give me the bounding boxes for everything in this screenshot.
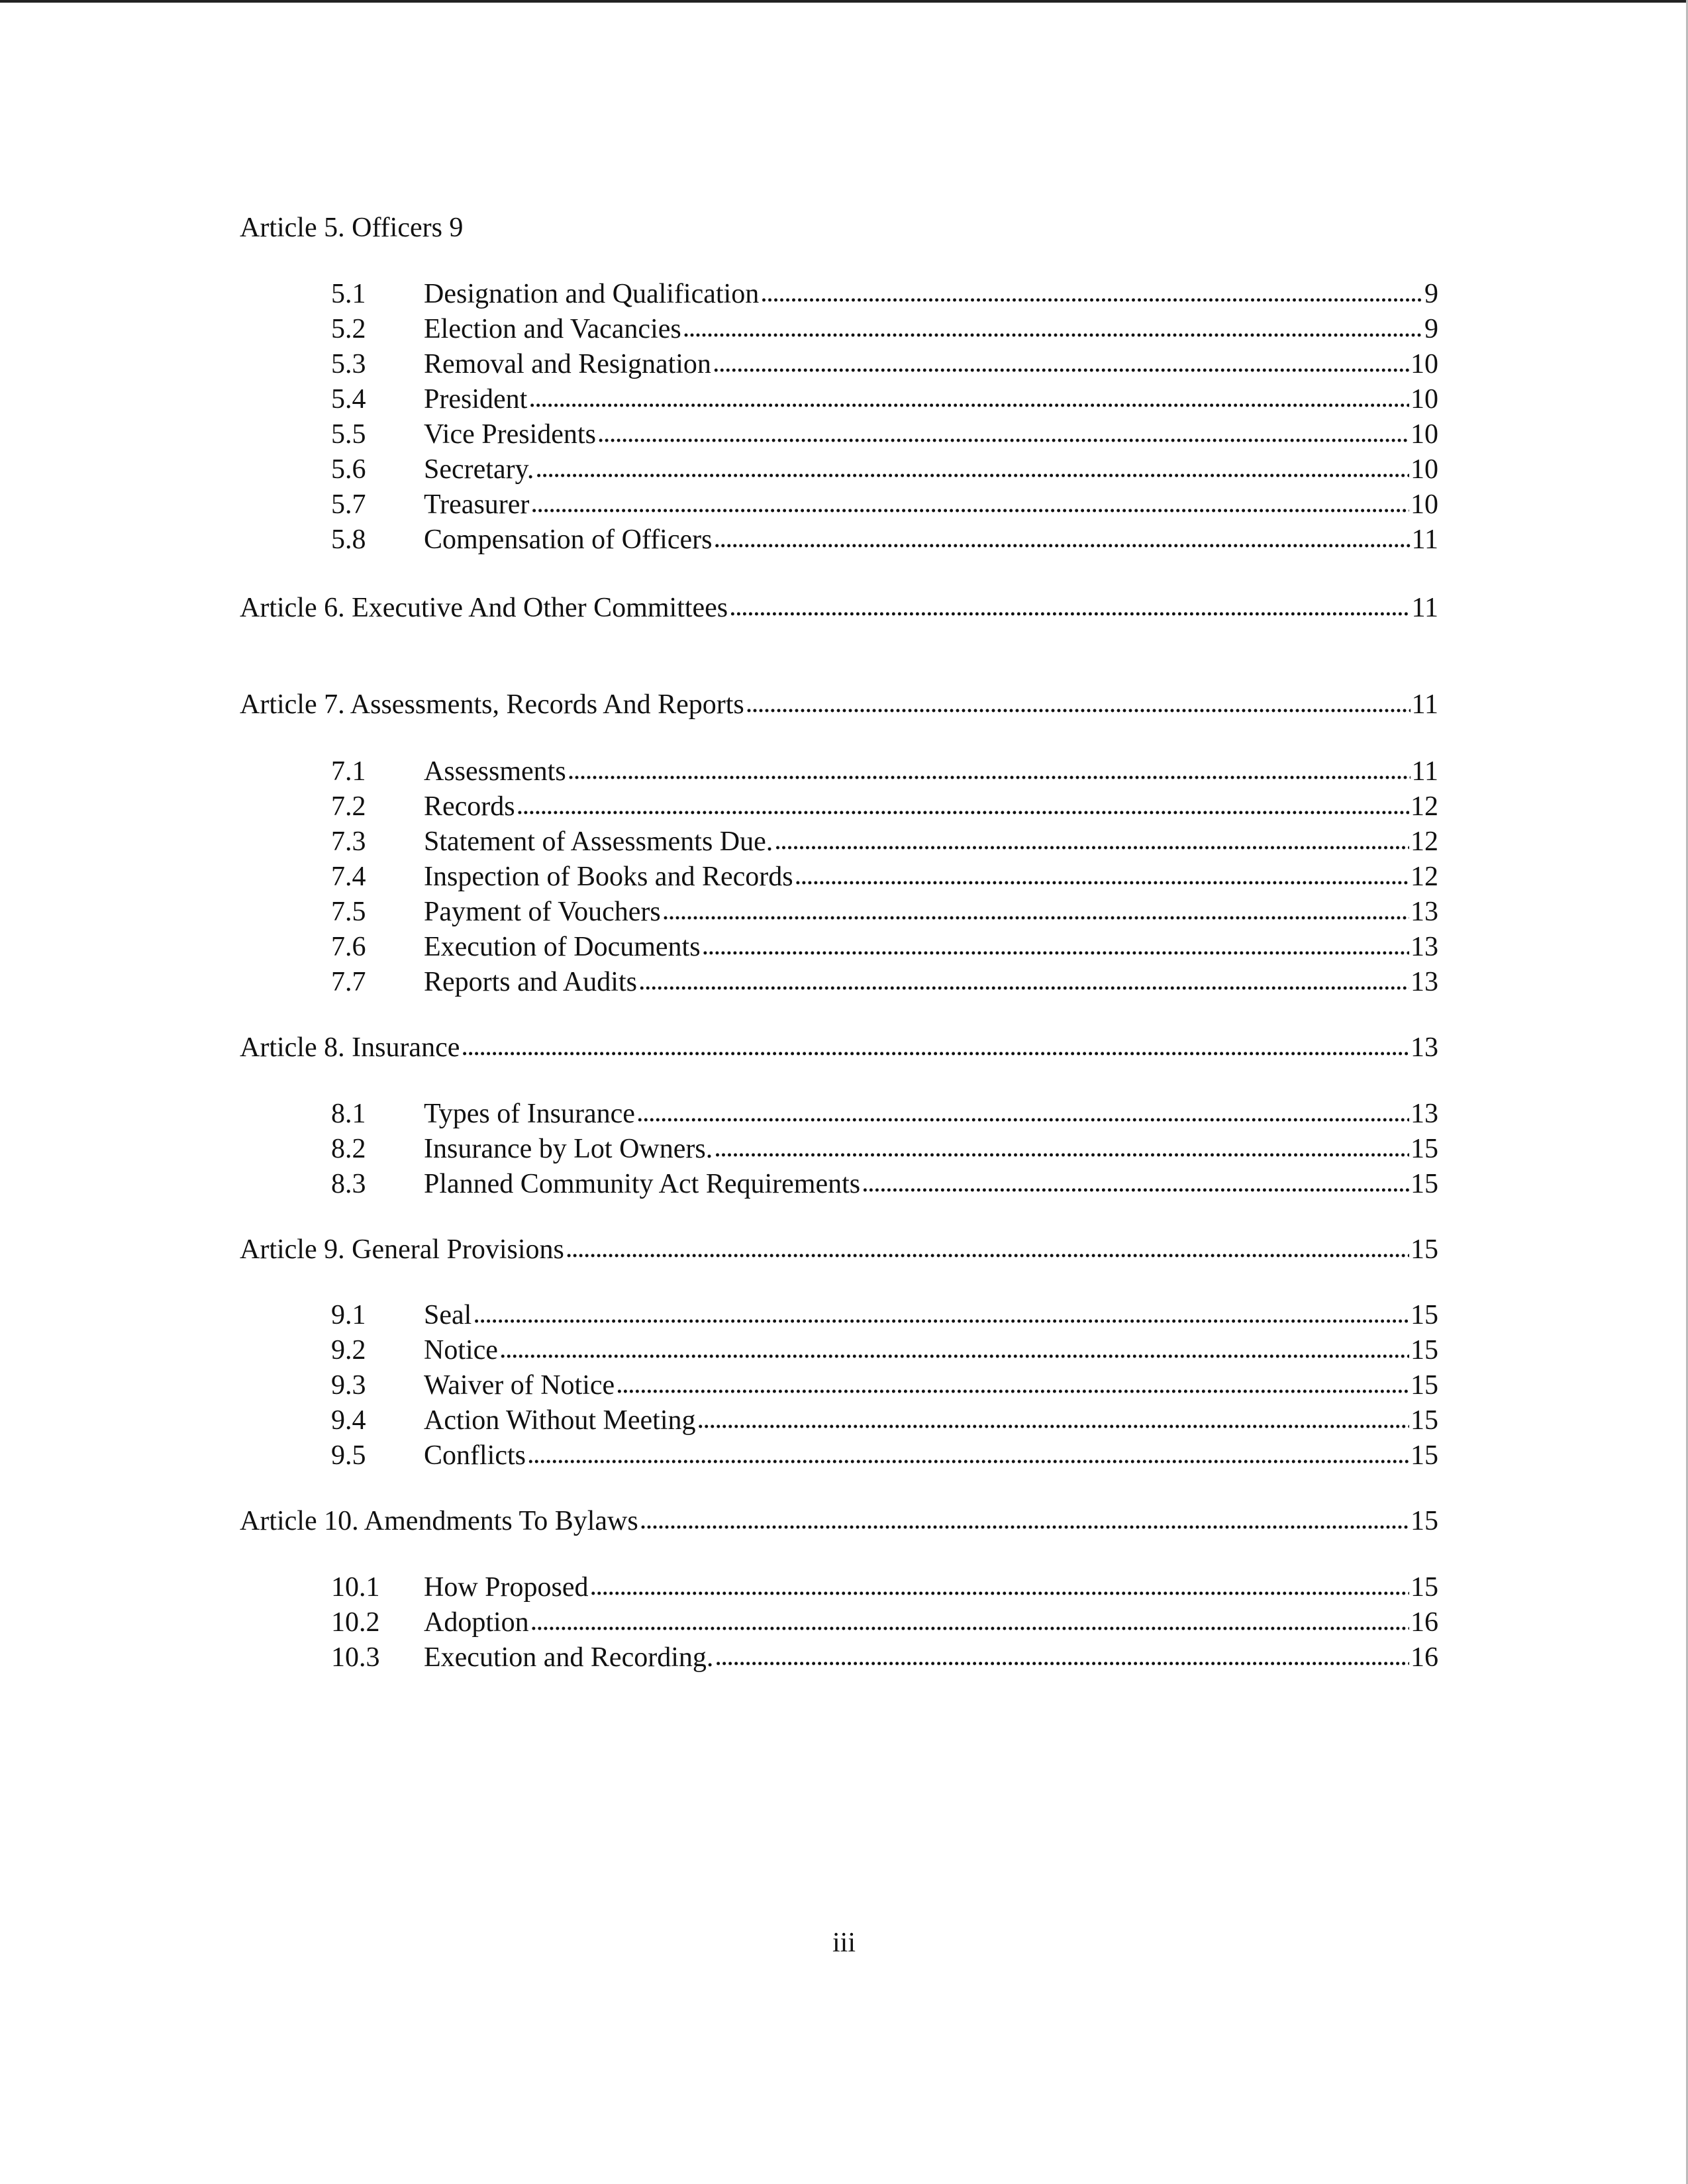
toc-article-title: Article 5. Officers 9 [240, 213, 464, 243]
toc-section-number: 5.7 [331, 489, 366, 520]
toc-page-number: 15 [1411, 1300, 1438, 1330]
toc-dot-leader [473, 1297, 1409, 1331]
toc-dot-leader [597, 416, 1409, 450]
toc-section-title: Types of Insurance [424, 1099, 635, 1129]
toc-section-title: Waiver of Notice [424, 1370, 615, 1401]
toc-page-number: 15 [1411, 1440, 1438, 1471]
toc-dot-leader [499, 1332, 1409, 1366]
toc-section-5-3 [331, 347, 1438, 381]
toc-page-number: 15 [1411, 1169, 1438, 1199]
toc-section-number: 7.7 [331, 967, 366, 997]
toc-section-7-2 [331, 789, 1438, 824]
toc-section-number: 5.5 [331, 419, 366, 450]
toc-dot-leader [713, 521, 1410, 556]
toc-section-title: Execution of Documents [424, 932, 701, 962]
page-number: iii [832, 1928, 856, 1958]
toc-dot-leader [683, 311, 1423, 345]
toc-section-number: 8.3 [331, 1169, 366, 1199]
toc-page-number: 10 [1411, 419, 1438, 450]
toc-section-number: 10.1 [331, 1572, 380, 1603]
toc-section-7-6 [331, 930, 1438, 964]
toc-page-number: 9 [1424, 314, 1438, 344]
toc-section-5-1 [331, 277, 1438, 311]
toc-article-7 [240, 687, 1438, 722]
toc-section-title: Election and Vacancies [424, 314, 681, 344]
toc-article-title: Article 7. Assessments, Records And Reports [240, 689, 744, 720]
toc-section-number: 5.2 [331, 314, 366, 344]
toc-dot-leader [530, 486, 1409, 521]
toc-dot-leader [795, 858, 1409, 893]
toc-page-number: 13 [1411, 1099, 1438, 1129]
toc-page-number: 15 [1411, 1370, 1438, 1401]
toc-section-7-4 [331, 860, 1438, 894]
toc-article-5 [240, 211, 1438, 245]
toc-dot-leader [568, 753, 1411, 787]
toc-section-5-2 [331, 312, 1438, 346]
toc-section-10-3 [331, 1640, 1438, 1675]
toc-section-9-4 [331, 1403, 1438, 1438]
toc-section-title: Removal and Resignation [424, 349, 711, 379]
toc-section-8-3 [331, 1167, 1438, 1201]
toc-section-number: 5.8 [331, 524, 366, 555]
toc-page-number: 10 [1411, 349, 1438, 379]
toc-dot-leader [640, 1503, 1409, 1537]
toc-article-10 [240, 1504, 1438, 1538]
toc-section-5-4 [331, 382, 1438, 417]
toc-section-title: Records [424, 791, 515, 822]
toc-section-8-2 [331, 1132, 1438, 1166]
toc-section-number: 5.1 [331, 279, 366, 309]
toc-dot-leader [760, 275, 1423, 310]
toc-section-title: How Proposed [424, 1572, 589, 1603]
toc-section-number: 5.3 [331, 349, 366, 379]
toc-section-7-3 [331, 824, 1438, 859]
toc-section-title: Reports and Audits [424, 967, 637, 997]
toc-page-number: 11 [1411, 593, 1438, 623]
toc-dot-leader [566, 1231, 1409, 1266]
toc-section-7-1 [331, 754, 1438, 789]
toc-section-title: Action Without Meeting [424, 1405, 696, 1436]
toc-page-number: 12 [1411, 862, 1438, 892]
toc-section-number: 7.3 [331, 826, 366, 857]
toc-article-8 [240, 1030, 1438, 1065]
toc-page-number: 12 [1411, 791, 1438, 822]
toc-section-9-3 [331, 1368, 1438, 1403]
toc-dot-leader [729, 589, 1410, 624]
toc-dot-leader [662, 893, 1409, 928]
toc-dot-leader [517, 788, 1409, 822]
toc-section-title: Payment of Vouchers [424, 897, 661, 927]
toc-page-number: 12 [1411, 826, 1438, 857]
toc-dot-leader [461, 1029, 1409, 1064]
toc-article-title: Article 9. General Provisions [240, 1234, 564, 1265]
toc-section-title: Adoption [424, 1607, 529, 1638]
toc-page-number: 16 [1411, 1642, 1438, 1673]
toc-dot-leader [713, 346, 1409, 380]
toc-page-number: 16 [1411, 1607, 1438, 1638]
toc-article-title: Article 8. Insurance [240, 1032, 460, 1063]
toc-section-5-6 [331, 452, 1438, 487]
toc-dot-leader [702, 928, 1409, 963]
toc-page-number: 15 [1411, 1234, 1438, 1265]
toc-section-title: Conflicts [424, 1440, 526, 1471]
toc-article-title: Article 6. Executive And Other Committees [240, 593, 728, 623]
toc-section-title: Secretary. [424, 454, 534, 485]
toc-section-number: 7.5 [331, 897, 366, 927]
toc-page-number: 10 [1411, 384, 1438, 415]
toc-section-number: 7.6 [331, 932, 366, 962]
toc-page-number: 11 [1411, 689, 1438, 720]
toc-section-title: Designation and Qualification [424, 279, 760, 309]
toc-section-number: 9.5 [331, 1440, 366, 1471]
toc-page-number: 11 [1411, 524, 1438, 555]
toc-page-number: 13 [1411, 897, 1438, 927]
toc-section-number: 9.4 [331, 1405, 366, 1436]
toc-section-number: 7.1 [331, 756, 366, 787]
toc-section-title: Statement of Assessments Due. [424, 826, 773, 857]
toc-section-8-1 [331, 1097, 1438, 1131]
toc-section-title: Treasurer [424, 489, 530, 520]
toc-page-number: 10 [1411, 489, 1438, 520]
toc-article-9 [240, 1232, 1438, 1267]
toc-dot-leader [714, 1130, 1409, 1165]
toc-section-title: Compensation of Officers [424, 524, 713, 555]
toc-dot-leader [697, 1402, 1409, 1436]
toc-section-number: 8.2 [331, 1134, 366, 1164]
toc-dot-leader [590, 1569, 1410, 1603]
toc-section-9-1 [331, 1298, 1438, 1332]
toc-page-number: 15 [1411, 1335, 1438, 1365]
toc-section-title: Assessments [424, 756, 566, 787]
toc-article-title: Article 10. Amendments To Bylaws [240, 1506, 638, 1536]
toc-section-5-7 [331, 487, 1438, 522]
toc-dot-leader [862, 1166, 1409, 1200]
toc-section-10-2 [331, 1605, 1438, 1640]
toc-dot-leader [638, 964, 1409, 998]
toc-page-number: 9 [1424, 279, 1438, 309]
toc-section-10-1 [331, 1570, 1438, 1605]
toc-section-title: Inspection of Books and Records [424, 862, 793, 892]
toc-dot-leader [746, 686, 1411, 720]
toc-page-number: 13 [1411, 1032, 1438, 1063]
toc-section-number: 10.2 [331, 1607, 380, 1638]
toc-section-title: Execution and Recording. [424, 1642, 714, 1673]
toc-section-title: Vice Presidents [424, 419, 596, 450]
toc-section-number: 7.2 [331, 791, 366, 822]
toc-dot-leader [616, 1367, 1409, 1401]
toc-section-9-5 [331, 1438, 1438, 1473]
toc-section-number: 7.4 [331, 862, 366, 892]
toc-section-number: 5.4 [331, 384, 366, 415]
toc-section-5-5 [331, 417, 1438, 452]
toc-section-7-5 [331, 895, 1438, 929]
toc-section-title: President [424, 384, 528, 415]
toc-dot-leader [530, 1604, 1409, 1638]
toc-article-6 [240, 591, 1438, 625]
toc-page-number: 11 [1411, 756, 1438, 787]
toc-section-number: 8.1 [331, 1099, 366, 1129]
toc-section-title: Insurance by Lot Owners. [424, 1134, 713, 1164]
toc-dot-leader [774, 823, 1409, 858]
toc-dot-leader [715, 1639, 1409, 1673]
toc-section-title: Notice [424, 1335, 498, 1365]
toc-section-number: 9.1 [331, 1300, 366, 1330]
scan-edge-top [0, 0, 1688, 3]
toc-page-number: 15 [1411, 1134, 1438, 1164]
toc-dot-leader [535, 451, 1409, 485]
toc-section-number: 10.3 [331, 1642, 380, 1673]
toc-dot-leader [528, 381, 1409, 415]
toc-section-number: 9.2 [331, 1335, 366, 1365]
toc-page-number: 13 [1411, 932, 1438, 962]
toc-dot-leader [527, 1437, 1409, 1471]
toc-dot-leader [636, 1095, 1409, 1130]
toc-section-5-8 [331, 522, 1438, 557]
toc-page-number: 15 [1411, 1506, 1438, 1536]
toc-section-7-7 [331, 965, 1438, 999]
toc-page-number: 15 [1411, 1572, 1438, 1603]
toc-section-title: Seal [424, 1300, 472, 1330]
toc-page-number: 15 [1411, 1405, 1438, 1436]
toc-section-9-2 [331, 1333, 1438, 1367]
toc-section-number: 9.3 [331, 1370, 366, 1401]
toc-section-title: Planned Community Act Requirements [424, 1169, 861, 1199]
toc-page-number: 13 [1411, 967, 1438, 997]
toc-section-number: 5.6 [331, 454, 366, 485]
toc-page-number: 10 [1411, 454, 1438, 485]
